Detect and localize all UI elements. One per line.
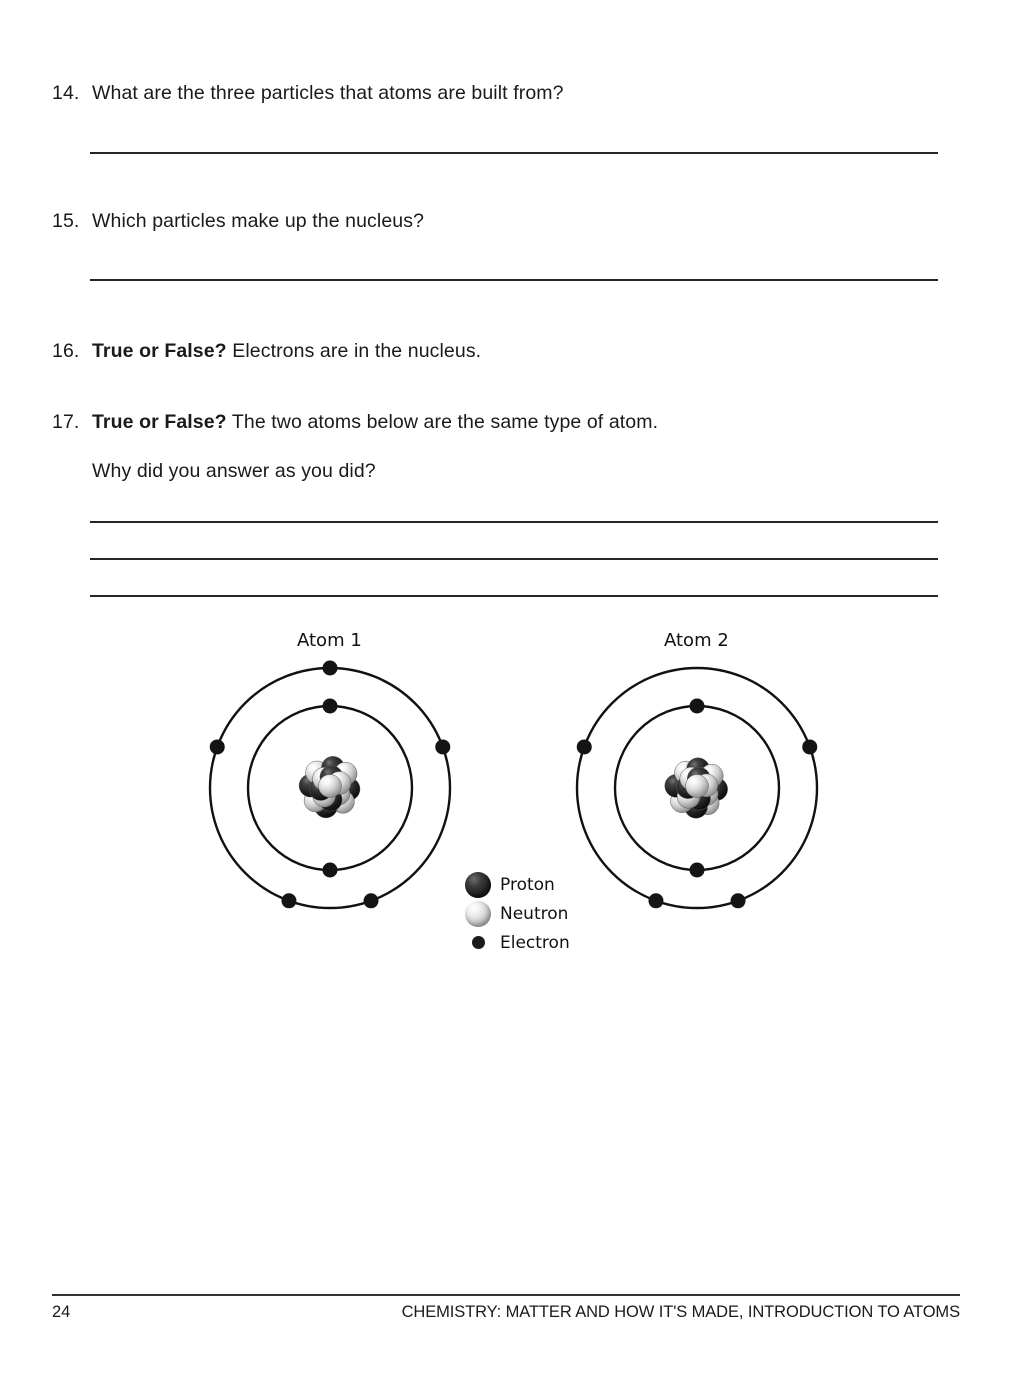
- question-17-subtext: Why did you answer as you did?: [92, 460, 376, 482]
- question-16-text: [92, 338, 481, 364]
- question-15-number: 15.: [52, 210, 80, 232]
- question-16-number: 16.: [52, 340, 80, 362]
- footer-title: CHEMISTRY: MATTER AND HOW IT'S MADE, INTRODUCTION TO ATOMS: [401, 1303, 960, 1321]
- question-17: [52, 409, 972, 484]
- question-17-body: The two atoms below are the same type of atom.: [231, 411, 659, 433]
- question-14: [52, 80, 972, 106]
- answer-line-17-3[interactable]: [90, 595, 938, 597]
- question-17-text: [92, 409, 658, 435]
- diagram-legend: [462, 870, 642, 957]
- question-15-text: Which particles make up the nucleus?: [92, 210, 425, 232]
- proton-icon: [462, 872, 494, 898]
- question-16-body: Electrons are in the nucleus.: [232, 340, 482, 362]
- question-16-prefix: True or False?: [92, 340, 227, 362]
- legend-label-electron: Electron: [500, 932, 570, 953]
- atom-2-label: Atom 2: [664, 630, 729, 651]
- question-14-text: What are the three particles that atoms are built from?: [92, 82, 564, 104]
- legend-row-proton: [462, 870, 642, 899]
- answer-line-15-1[interactable]: [90, 279, 938, 281]
- question-16: [52, 338, 972, 364]
- answer-line-17-1[interactable]: [90, 521, 938, 523]
- legend-row-electron: [462, 928, 642, 957]
- answer-line-14-1[interactable]: [90, 152, 938, 154]
- legend-label-neutron: Neutron: [500, 903, 569, 924]
- atom-1-label: Atom 1: [297, 630, 362, 651]
- electron-icon: [462, 936, 494, 949]
- question-14-number: 14.: [52, 82, 80, 104]
- question-17-number: 17.: [52, 411, 80, 433]
- legend-row-neutron: [462, 899, 642, 928]
- atom-1: [210, 661, 451, 909]
- page-footer: [52, 1303, 960, 1327]
- footer-page-number: 24: [52, 1303, 71, 1321]
- footer-divider: [52, 1294, 960, 1296]
- answer-line-17-2[interactable]: [90, 558, 938, 560]
- legend-label-proton: Proton: [500, 874, 555, 895]
- neutron-icon: [462, 901, 494, 927]
- question-17-prefix: True or False?: [92, 411, 227, 433]
- question-15: [52, 208, 972, 234]
